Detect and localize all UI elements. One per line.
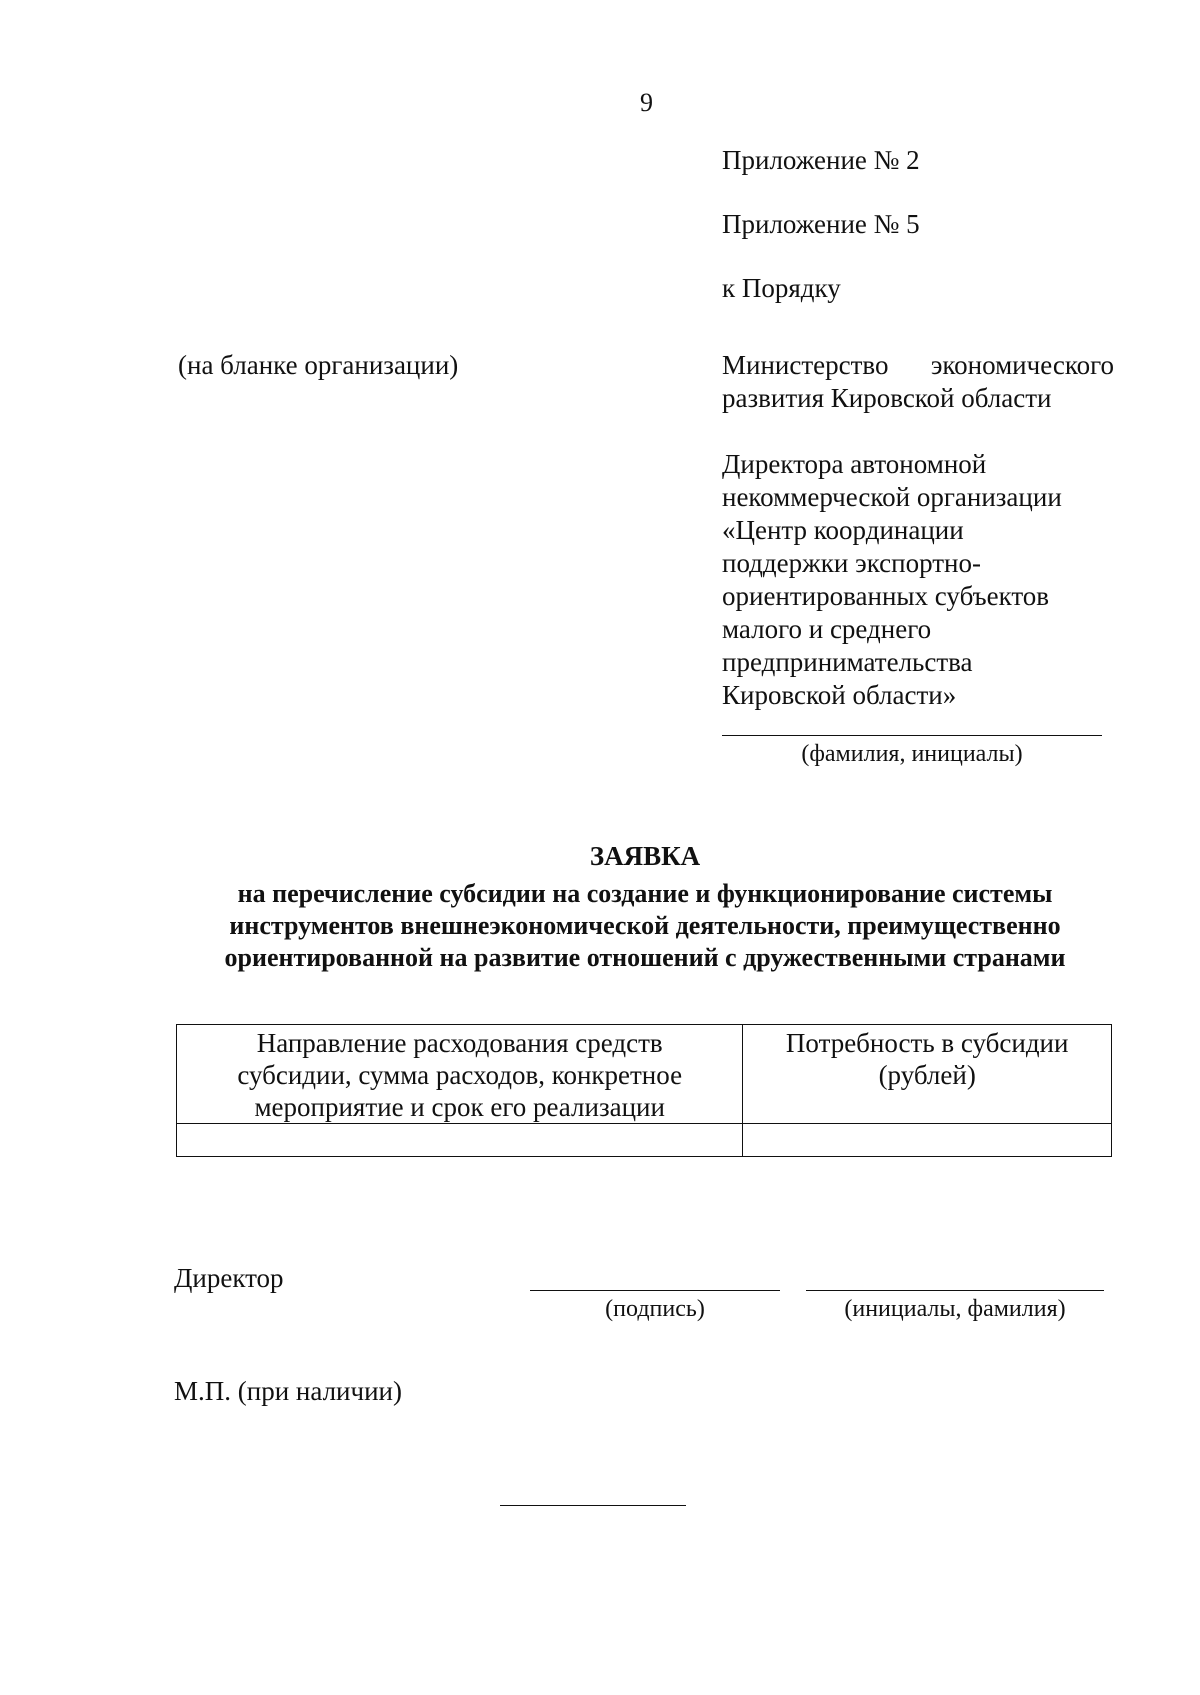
addressee-line: предпринимательства — [722, 647, 973, 677]
appendix-2-label: Приложение № 2 — [722, 145, 920, 175]
subtitle-line: инструментов внешнеэкономической деятельности, преимущественно — [229, 911, 1061, 940]
stamp-place-note: М.П. (при наличии) — [174, 1376, 402, 1406]
subtitle-line: на перечисление субсидии на создание и функционирование системы — [237, 879, 1053, 908]
to-order-label: к Порядку — [722, 273, 841, 303]
subtitle-line: ориентированной на развитие отношений с дружественными странами — [224, 943, 1066, 972]
initials-line — [806, 1290, 1104, 1291]
table-header-row — [177, 1025, 1112, 1124]
header-cell-subsidy-need — [743, 1025, 1112, 1124]
addressee-name-line — [722, 735, 1102, 736]
header-line: Потребность в субсидии — [785, 1028, 1069, 1058]
table-cell[interactable] — [743, 1124, 1112, 1157]
addressee-line: Кировской области» — [722, 680, 957, 710]
subsidy-table — [176, 1024, 1112, 1157]
page-number: 9 — [640, 88, 653, 117]
appendix-5-label: Приложение № 5 — [722, 209, 920, 239]
header-line: мероприятие и срок его реализации — [254, 1092, 665, 1122]
header-line: (рублей) — [878, 1060, 976, 1090]
addressee-name-caption: (фамилия, инициалы) — [801, 741, 1023, 767]
addressee-ministry — [722, 349, 1114, 415]
signature-line — [530, 1290, 780, 1291]
end-separator-line — [500, 1505, 686, 1506]
addressee-line: «Центр координации — [722, 515, 964, 545]
addressee-line: ориентированных субъектов — [722, 581, 1050, 611]
signature-caption: (подпись) — [605, 1296, 705, 1322]
header-line: субсидии, сумма расходов, конкретное — [237, 1060, 683, 1090]
initials-caption: (инициалы, фамилия) — [844, 1296, 1066, 1322]
table-row — [177, 1124, 1112, 1157]
form-title: ЗАЯВКА — [589, 841, 701, 871]
addressee-line: поддержки экспортно- — [722, 548, 981, 578]
addressee-director-block — [722, 448, 1122, 712]
header-cell-expense-direction — [177, 1025, 743, 1124]
table-cell[interactable] — [177, 1124, 743, 1157]
letterhead-note: (на бланке организации) — [178, 350, 459, 380]
ministry-line: развития Кировской области — [722, 383, 1052, 413]
addressee-line: Директора автономной — [722, 449, 987, 479]
director-label: Директор — [174, 1263, 284, 1293]
addressee-line: малого и среднего — [722, 614, 932, 644]
form-subtitle — [120, 878, 1170, 974]
header-line: Направление расходования средств — [256, 1028, 663, 1058]
ministry-line: Министерство экономического — [722, 350, 1114, 380]
addressee-line: некоммерческой организации — [722, 482, 1062, 512]
